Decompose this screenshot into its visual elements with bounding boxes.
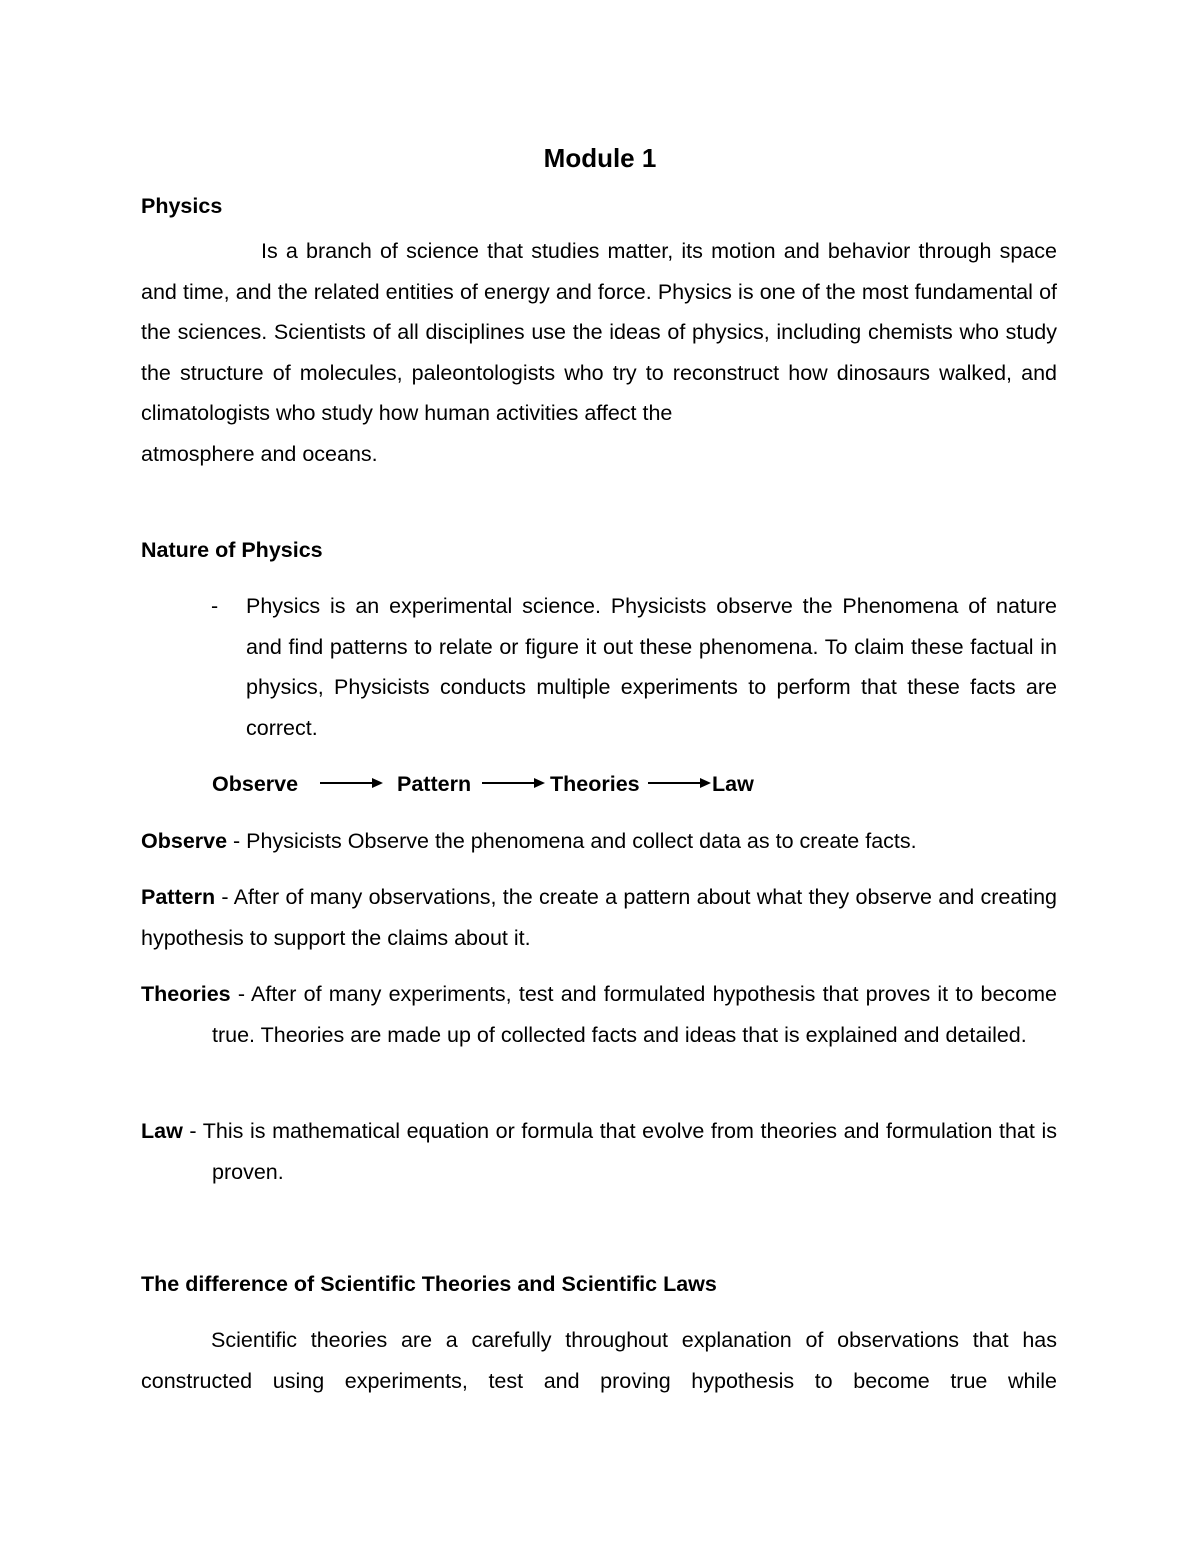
flow-step-pattern: Pattern xyxy=(397,772,472,796)
definition-text: - This is mathematical equation or formula that evolve from theories and formulation that is proven. xyxy=(182,1119,1057,1184)
difference-paragraph: Scientific theories are a carefully throughout explanation of observations that has constructed using experiments, test and proving hypothesis to become true while xyxy=(141,1328,1057,1393)
bullet-marker: - xyxy=(211,594,219,618)
definition-term: Pattern xyxy=(141,885,216,909)
flow-step-observe: Observe xyxy=(212,772,299,796)
nature-bullet xyxy=(141,586,1057,748)
definition-term: Theories xyxy=(141,982,231,1006)
physics-paragraph-end: atmosphere and oceans. xyxy=(141,441,378,466)
definition-text: - After of many observations, the create a pattern about what they observe and creating hypothesis to support the claims about it. xyxy=(141,885,1057,950)
physics-heading: Physics xyxy=(141,194,223,218)
physics-paragraph-text: Is a branch of science that studies matter, its motion and behavior through space and time, and the related entities of energy and force. Physics is one of the most fundamental of the sciences. Scientists of all disciplines use the ideas of physics, including chemists who study the structure of molecules, paleontologists who try to reconstruct how dinosaurs walked, and climatologists who study how human activities affect the xyxy=(141,239,1057,425)
definition-law xyxy=(141,1111,1057,1192)
physics-paragraph xyxy=(141,231,1057,474)
arrow-right-icon xyxy=(482,775,546,791)
definition-term: Law xyxy=(141,1119,183,1143)
definition-text: - Physicists Observe the phenomena and collect data as to create facts. xyxy=(227,829,917,853)
flow-step-law: Law xyxy=(712,772,754,796)
definition-text: - After of many experiments, test and formulated hypothesis that proves it to become true. Theories are made up of collected facts and ideas that is explained and detailed. xyxy=(212,982,1057,1047)
nature-bullet-text: Physics is an experimental science. Physicists observe the Phenomena of nature and find patterns to relate or figure it out these phenomena. To claim these factual in physics, Physicists conducts multiple experiments to perform that these facts are correct. xyxy=(246,594,1057,740)
nature-heading: Nature of Physics xyxy=(141,538,323,562)
arrow-right-icon xyxy=(648,775,712,791)
flow-step-theories: Theories xyxy=(550,772,640,796)
definition-observe xyxy=(141,821,1057,862)
definition-theories xyxy=(141,974,1057,1055)
definition-term: Observe xyxy=(141,829,228,853)
difference-heading: The difference of Scientific Theories and Scientific Laws xyxy=(141,1272,717,1296)
arrow-right-icon xyxy=(320,775,384,791)
page-title: Module 1 xyxy=(543,143,657,173)
definition-pattern xyxy=(141,877,1057,958)
